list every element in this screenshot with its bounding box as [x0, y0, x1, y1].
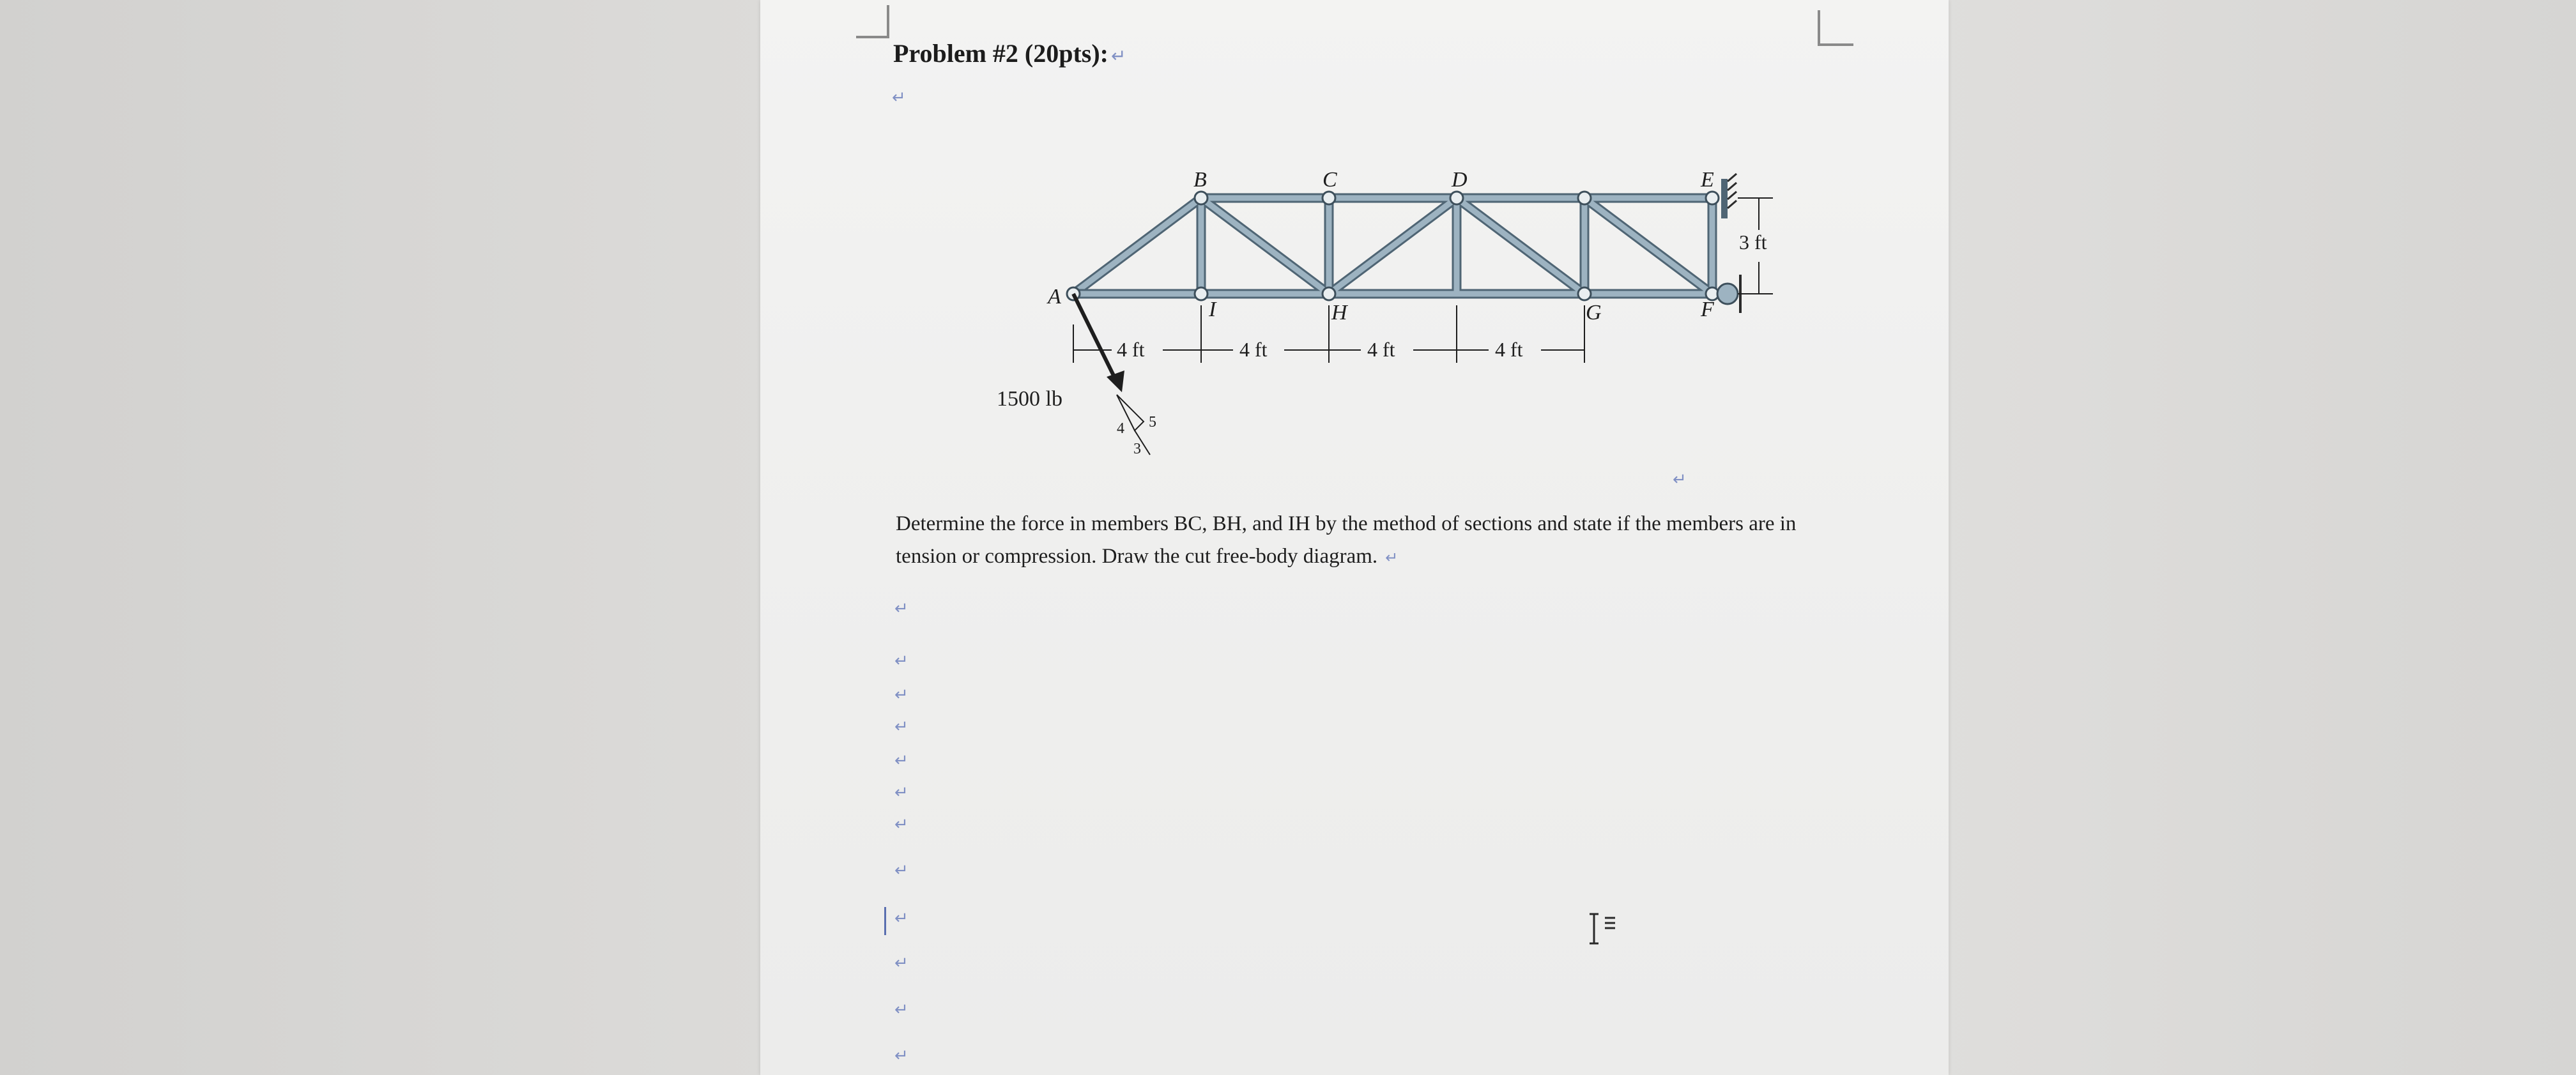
problem-title[interactable] — [893, 38, 1126, 68]
paragraph-mark: ↵ — [894, 909, 908, 928]
paragraph-mark: ↵ — [894, 954, 908, 973]
joint-top-4 — [1578, 192, 1591, 204]
label-f: F — [1701, 298, 1714, 321]
paragraph-mark: ↵ — [894, 599, 908, 618]
slope-hyp: 5 — [1149, 414, 1156, 431]
label-i: I — [1209, 298, 1216, 321]
document-page[interactable] — [760, 0, 1949, 1075]
member-bh — [1201, 198, 1329, 294]
paragraph-mark: ↵ — [894, 1046, 908, 1065]
text-caret — [884, 907, 886, 935]
paragraph-mark: ↵ — [894, 861, 908, 880]
paragraph-mark: ↵ — [894, 751, 908, 770]
label-b: B — [1193, 168, 1207, 192]
label-d: D — [1452, 168, 1468, 192]
dimension-height: 3 ft — [1739, 231, 1767, 254]
member-ab — [1073, 198, 1201, 294]
dimension-span-1: 4 ft — [1117, 338, 1145, 361]
joint-h — [1322, 287, 1335, 300]
truss-members — [1073, 198, 1712, 294]
ibeam-cursor-icon — [1583, 910, 1628, 949]
paragraph-mark: ↵ — [1385, 549, 1399, 567]
paragraph-mark: ↵ — [1111, 45, 1126, 66]
joint-d — [1450, 192, 1463, 204]
paragraph-mark: ↵ — [894, 815, 908, 834]
paragraph-mark: ↵ — [894, 717, 908, 736]
paragraph-mark: ↵ — [894, 685, 908, 705]
dimension-span-2: 4 ft — [1239, 338, 1268, 361]
joint-e — [1706, 192, 1719, 204]
paragraph-mark: ↵ — [894, 652, 908, 671]
joint-i — [1195, 287, 1208, 300]
crop-mark-top-right — [1818, 10, 1853, 46]
slope-run: 3 — [1133, 441, 1141, 457]
dimension-span-4: 4 ft — [1495, 338, 1523, 361]
problem-statement-text: Determine the force in members BC, BH, and IH by the method of sections and state if the members are in tension or compression. Draw the cut free-body diagram. — [896, 512, 1797, 568]
label-g: G — [1586, 301, 1602, 324]
paragraph-mark: ↵ — [894, 1000, 908, 1019]
paragraph-mark: ↵ — [1673, 470, 1687, 489]
slope-rise: 4 — [1117, 420, 1124, 437]
member-hd — [1329, 198, 1457, 294]
joint-b — [1195, 192, 1208, 204]
joint-g — [1578, 287, 1591, 300]
dimension-span-3: 4 ft — [1367, 338, 1395, 361]
roller-support-f — [1717, 275, 1740, 313]
label-h: H — [1331, 301, 1347, 324]
label-c: C — [1322, 168, 1337, 192]
support-e — [1721, 174, 1736, 218]
truss-figure — [997, 160, 1814, 479]
load-label: 1500 lb — [997, 387, 1062, 411]
paragraph-mark: ↵ — [894, 783, 908, 802]
load-slope-triangle — [1117, 395, 1156, 457]
problem-title-text: Problem #2 (20pts): — [893, 39, 1108, 68]
label-e: E — [1701, 168, 1714, 192]
crop-mark-top-left — [856, 5, 889, 38]
problem-statement[interactable] — [896, 508, 1803, 574]
member-faces — [1073, 198, 1712, 294]
label-a: A — [1048, 285, 1061, 309]
member-df — [1584, 198, 1712, 294]
joint-labels — [1046, 168, 1715, 324]
joint-c — [1322, 192, 1335, 204]
paragraph-mark: ↵ — [892, 88, 906, 107]
member-dg-diag — [1457, 198, 1584, 294]
